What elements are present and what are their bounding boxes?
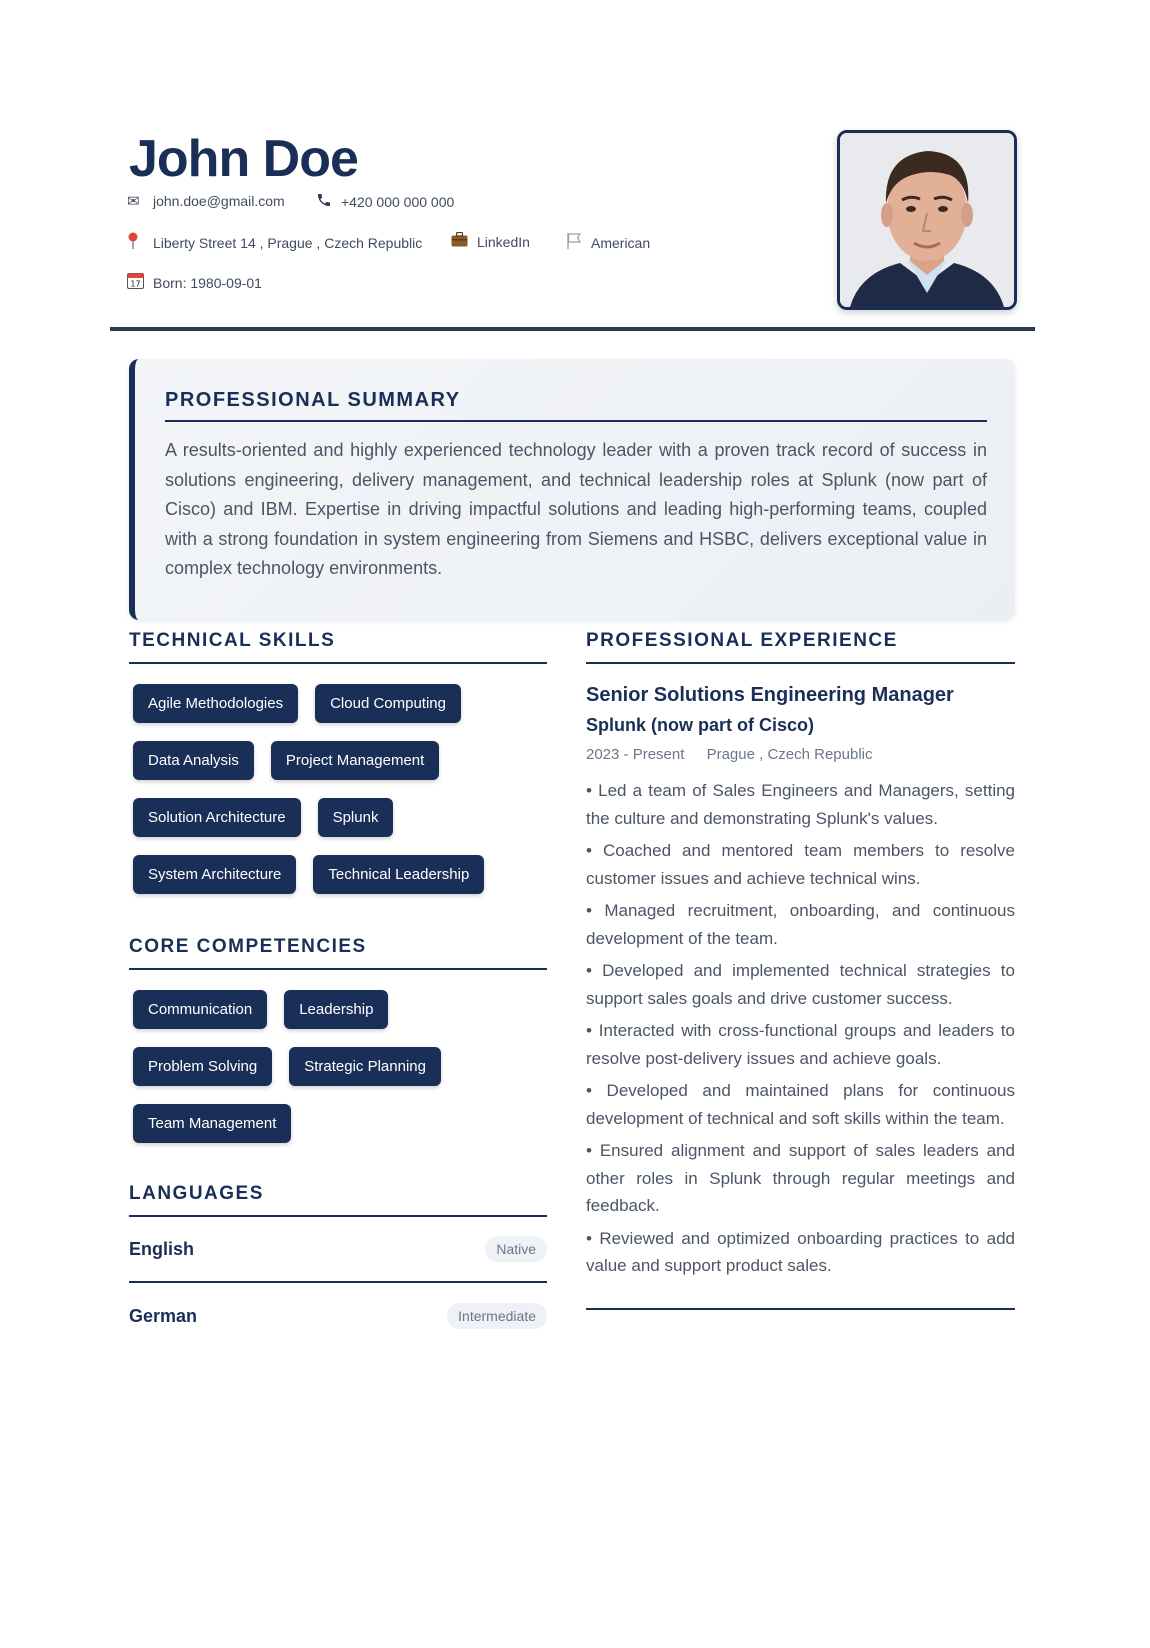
- skill-tag: Agile Methodologies: [133, 684, 298, 723]
- language-name: English: [129, 1238, 195, 1259]
- competency-tag: Problem Solving: [133, 1047, 272, 1086]
- job-bullet: • Coached and mentored team members to resolve customer issues and achieve technical wins.: [586, 841, 1015, 888]
- core-competencies-list: [129, 970, 547, 1161]
- job-meta: [586, 746, 1015, 763]
- profile-photo: [837, 130, 1017, 310]
- calendar-icon: [127, 272, 153, 293]
- language-name: German: [129, 1305, 198, 1326]
- email-icon: ✉: [127, 193, 140, 210]
- candidate-name: John Doe: [129, 130, 358, 188]
- summary-title: PROFESSIONAL SUMMARY: [165, 389, 987, 422]
- address-text: Liberty Street 14 , Prague , Czech Republic: [153, 235, 423, 251]
- language-level-badge: Native: [485, 1236, 547, 1262]
- job-bullet: • Managed recruitment, onboarding, and continuous development of the team.: [586, 901, 1015, 948]
- language-level-badge: Intermediate: [447, 1303, 547, 1329]
- technical-skills-list: [129, 664, 547, 912]
- location-pin-icon: [127, 232, 153, 254]
- nationality-text: American: [591, 235, 651, 251]
- skill-tag: Project Management: [271, 741, 439, 780]
- competency-tag: Leadership: [284, 990, 388, 1029]
- email-contact[interactable]: [127, 192, 285, 210]
- job-bullet: • Reviewed and optimized onboarding practices to add value and support product sales.: [586, 1228, 1015, 1275]
- left-column: [129, 630, 547, 1349]
- svg-text:17: 17: [130, 279, 141, 289]
- experience-divider: [586, 1308, 1015, 1310]
- skill-tag: Splunk: [318, 798, 394, 837]
- professional-summary-card: [129, 359, 1015, 620]
- job-company: Splunk (now part of Cisco): [586, 715, 814, 735]
- languages-list: [129, 1217, 547, 1349]
- nationality-contact: [565, 232, 650, 254]
- phone-icon: [315, 192, 341, 212]
- linkedin-contact[interactable]: [451, 232, 530, 251]
- language-row: [129, 1283, 547, 1349]
- job-bullet: • Ensured alignment and support of sales leaders and other roles in Splunk through regular meetings and feedback.: [586, 1141, 1015, 1215]
- job-period: 2023 - Present: [586, 746, 685, 763]
- language-row: [129, 1217, 547, 1283]
- email-text: john.doe@gmail.com: [153, 193, 285, 209]
- skill-tag: Cloud Computing: [315, 684, 461, 723]
- skill-tag: System Architecture: [133, 855, 296, 894]
- technical-skills-title: TECHNICAL SKILLS: [129, 630, 547, 664]
- flag-icon: [565, 232, 591, 254]
- skill-tag: Solution Architecture: [133, 798, 301, 837]
- phone-text: +420 000 000 000: [341, 194, 455, 210]
- birthdate-text: Born: 1980-09-01: [153, 274, 262, 291]
- job-bullet: • Interacted with cross-functional groups and leaders to resolve post-delivery issues and achieve goals.: [586, 1021, 1015, 1068]
- competency-tag: Team Management: [133, 1104, 291, 1143]
- job-bullet: • Developed and implemented technical strategies to support sales goals and drive customer success.: [586, 961, 1015, 1008]
- languages-title: LANGUAGES: [129, 1183, 547, 1217]
- job-location: Prague , Czech Republic: [706, 746, 873, 763]
- resume-header: [110, 126, 1035, 331]
- birthdate-contact: [127, 272, 262, 293]
- job-entry: [586, 684, 1015, 1310]
- competency-tag: Communication: [133, 990, 267, 1029]
- linkedin-link[interactable]: LinkedIn: [477, 233, 530, 250]
- address-contact: [127, 232, 422, 254]
- job-bullet: • Led a team of Sales Engineers and Managers, setting the culture and demonstrating Splunk's values.: [586, 781, 1015, 828]
- competency-tag: Strategic Planning: [289, 1047, 441, 1086]
- skill-tag: Data Analysis: [133, 741, 254, 780]
- job-bullet: • Developed and maintained plans for continuous development of technical and soft skills within the team.: [586, 1081, 1015, 1128]
- summary-text: A results-oriented and highly experienced technology leader with a proven track record of success in solutions engineering, delivery management, and technical leadership roles at Splunk (now part of Cisco) and IBM. Expertise in driving impactful solutions and leading high-performing teams, coupled with a strong foundation in system engineering from Siemens and HSBC, delivers exceptional value in complex technology environments.: [165, 440, 987, 578]
- briefcase-icon: [451, 232, 477, 251]
- phone-contact[interactable]: [315, 192, 454, 212]
- core-competencies-title: CORE COMPETENCIES: [129, 936, 547, 970]
- job-title: Senior Solutions Engineering Manager: [586, 684, 954, 706]
- experience-title: PROFESSIONAL EXPERIENCE: [586, 630, 1015, 664]
- right-column: [586, 630, 1015, 1310]
- job-bullets: [586, 777, 1015, 1280]
- skill-tag: Technical Leadership: [313, 855, 484, 894]
